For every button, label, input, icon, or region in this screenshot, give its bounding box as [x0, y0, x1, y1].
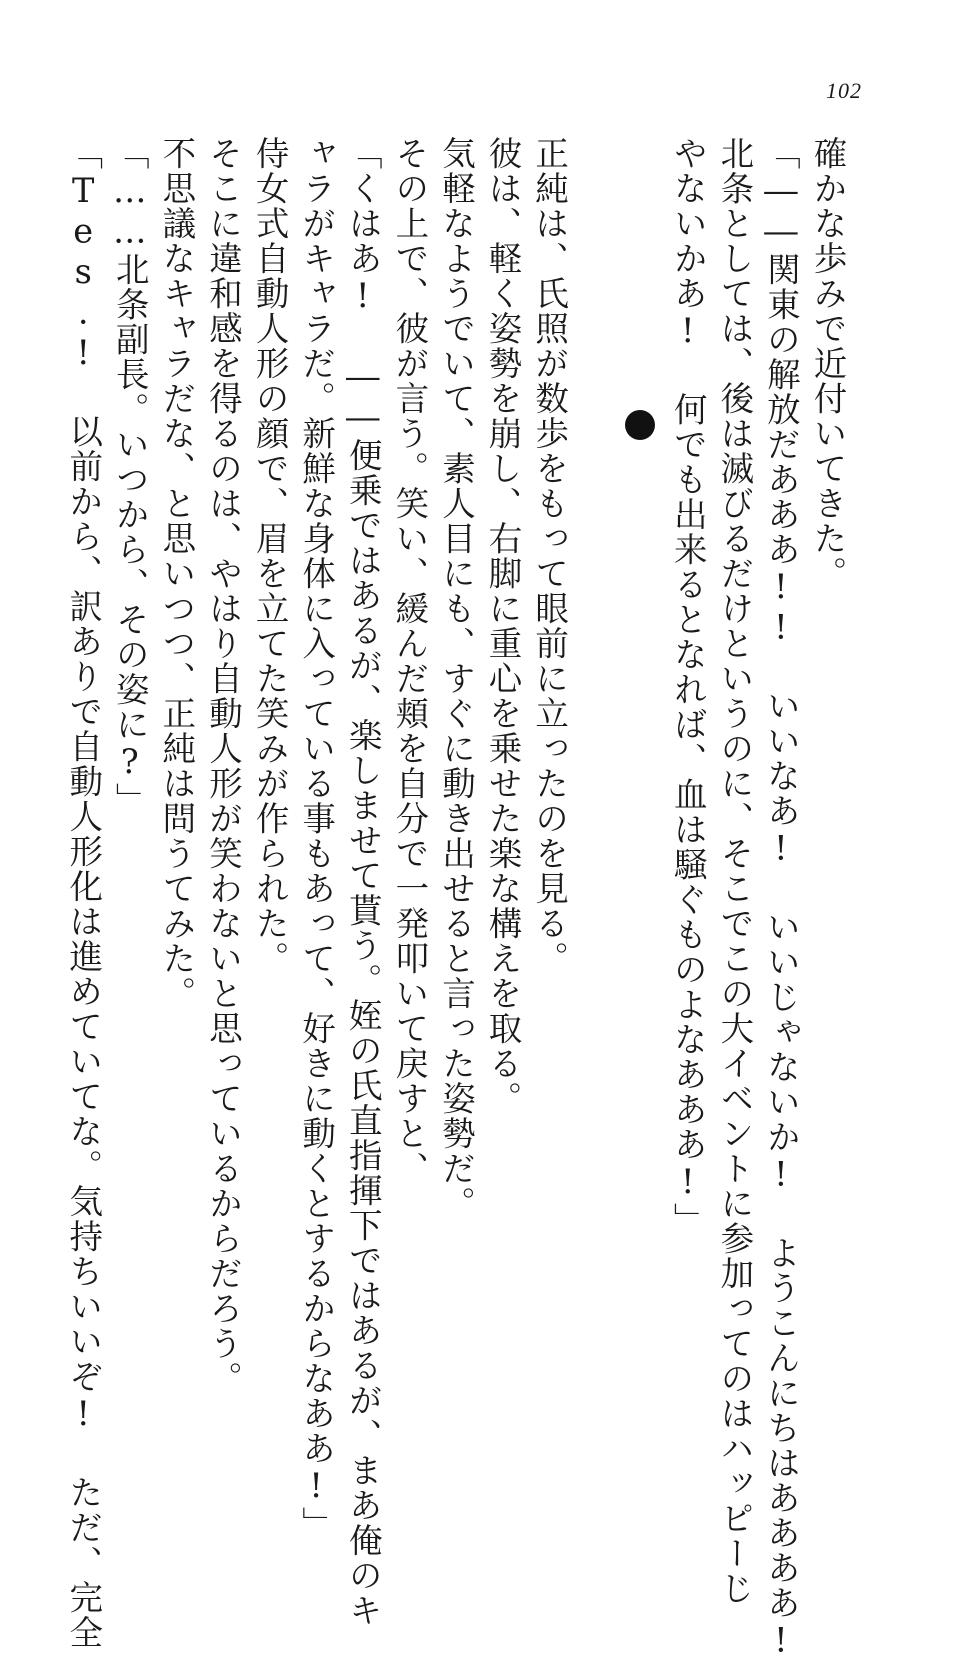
- text-line: 「くはあ! ――便乗ではあるが、楽しませて貰う。姪の氏直指揮下ではあるが、まあ俺のキ: [343, 136, 383, 1628]
- text-line: 「――関東の解放だあああ!! いいなあ! いいじゃないか! ようこんにちはああああ!: [761, 136, 801, 1661]
- text-line: 正純は、氏照が数歩をもって眼前に立ったのを見る。: [529, 136, 569, 976]
- vertical-text-body: [63, 136, 850, 1661]
- text-line: ャラがキャラだ。新鮮な身体に入っている事もあって、好きに動くとするからなああ!」: [296, 136, 336, 1542]
- text-line: やないかあ! 何でも出来るとなれば、血は騒ぐものよなあああ!」: [668, 136, 708, 1238]
- text-line: 不思議なキャラだな、と思いつつ、正純は問うてみた。: [156, 136, 196, 1011]
- text-line: 確かな歩みで近付いてきた。: [808, 136, 847, 591]
- page-number: 102: [826, 78, 862, 103]
- text-line: 北条としては、後は滅びるだけというのに、そこでこの大イベントに参加ってのはハッピーじ: [714, 136, 754, 1606]
- text-line: 気軽なようでいて、素人目にも、すぐに動き出せると言った姿勢だ。: [436, 136, 476, 1221]
- text-line: 彼は、軽く姿勢を崩し、右脚に重心を乗せた楽な構えを取る。: [483, 136, 523, 1116]
- text-line: 「Tes.! 以前から、訳ありで自動人形化は進めていてな。気持ちいいぞ! ただ、完全: [63, 136, 103, 1650]
- section-break: [572, 136, 664, 1316]
- text-line: 侍女式自動人形の顔で、眉を立てた笑みが作られた。: [250, 136, 290, 976]
- text-line: そこに違和感を得るのは、やはり自動人形が笑わないと思っているからだろう。: [203, 136, 243, 1396]
- text-line: その上で、彼が言う。笑い、緩んだ頬を自分で一発叩いて戻すと、: [389, 136, 429, 1186]
- text-line: 「……北条副長。いつから、その姿に?」: [110, 136, 150, 818]
